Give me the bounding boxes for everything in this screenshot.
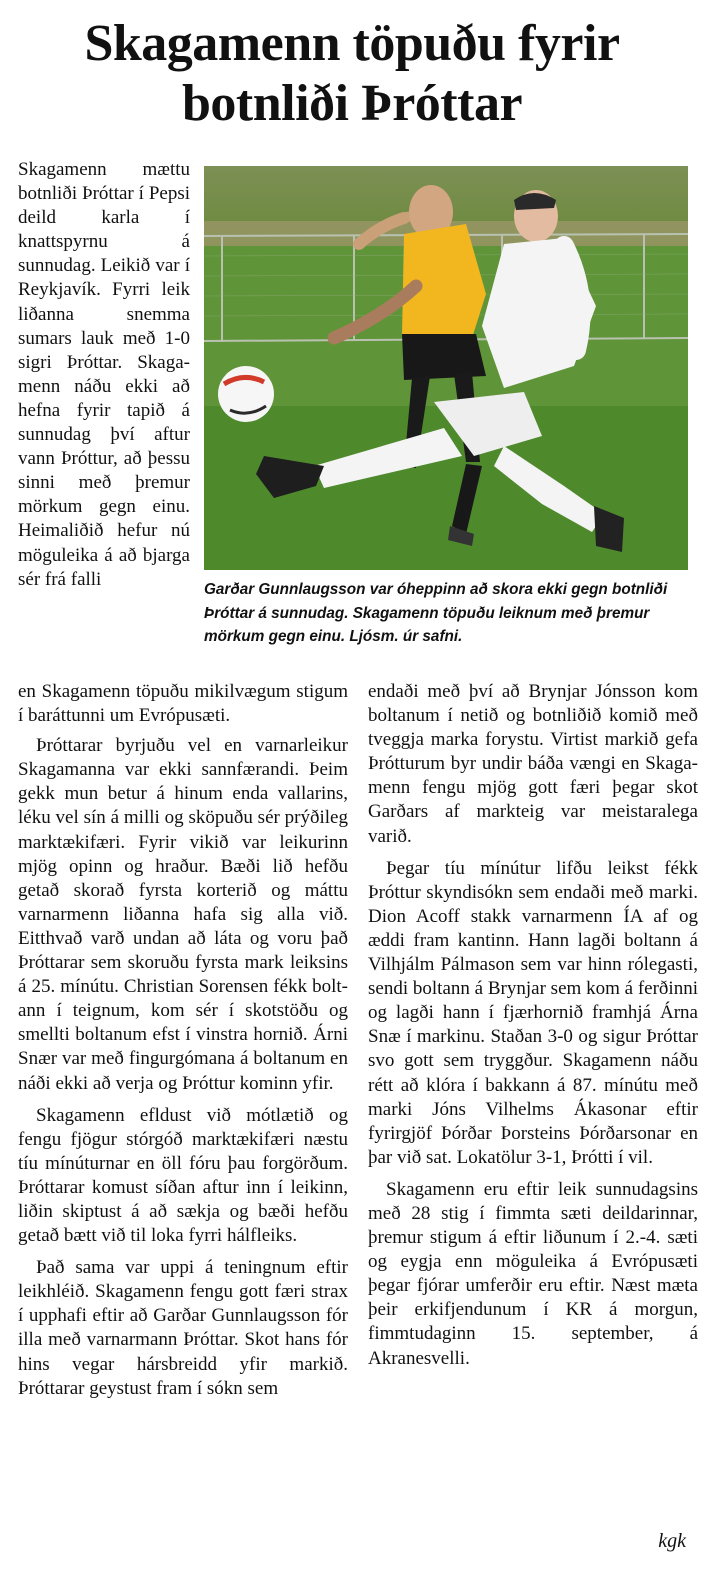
intro-paragraph (18, 158, 190, 592)
photo-caption: Garðar Gunnlaugsson var óheppinn að skora ekki gegn botnliði Þróttar á sunnudag. Skagamenn töpuðu leiknum með þremur mörkum gegn einu. Ljósm. úr safni. (204, 581, 668, 645)
headline (0, 14, 704, 134)
paragraph: Það sama var uppi á teningnum eftir leikhléið. Skagamenn fengu gott færi strax í upphafi eftir að Garðar Gunnlaugsson fór illa með varnarmann Þróttar. Skot hans fór hins vegar hársbreidd yfir markið. Þróttarar geystust fram í sókn sem (18, 1257, 348, 1399)
headline-line-1: Skagamenn töpuðu fyrir (84, 15, 620, 72)
paragraph: Skagamenn efldust við mótlætið og fengu fjögur stórgóð marktækifæri næstu tíu mínúturnar en öll fóru þau forgörðum. Þróttarar komust síðan aftur inn í leikinn, liðin skiptust á að sækja og bæði hefðu getað bætt við til loka fyrri hálfleiks. (18, 1104, 348, 1247)
intro-text: Skagamenn mættu botnliði Þróttar í Pepsi deild karla í knattspyrnu á sunnudag. Leikið var í Reykjavík. Fyrri leik liðanna snemma sumars lauk með 1-0 sigri Þróttar. Skagamenn náðu ekki að hefna fyrir tapið á sunnudag því aftur vann Þróttur, að þessu sinni með þremur mörkum gegn einu. Heimaliðið hefur nú möguleika á að bjarga sér frá falli (18, 159, 190, 590)
article-column-left (18, 680, 348, 1401)
article-column-right (368, 680, 698, 1371)
football (218, 366, 274, 422)
paragraph: en Skagamenn töpuðu mikilvægum stigum í baráttunni um Evrópusæti. (18, 681, 348, 727)
paragraph: Skagamenn eru eftir leik sunnudagsins með 28 stig í fimmta sæti deildarinnar, þremur stigum á eftir liðunum í 2.-4. sæti og eygja enn möguleika á Evrópusæti þegar fjórar umferðir eru eftir. Næst mæta þeir erkifjendunum í KR á morgun, fimmtudaginn 15. september, á Akranesvelli. (368, 1178, 698, 1369)
paragraph: endaði með því að Brynjar Jónsson kom boltanum í netið og botnliðið komið með tveggja marka forystu. Virtist markið gefa Þrótturum byr undir báða vængi en Skagamenn fengu mjög gott færi þegar skot Garðars af markteig var meistaralega varið. (368, 681, 698, 847)
paragraph: Þegar tíu mínútur lifðu leikst fékk Þróttur skyndisókn sem endaði með marki. Dion Acoff stakk varnarmenn ÍA af og æddi fram kantinn. Hann lagði boltann á Vilhjálm Pálmason sem var hinn rólegasti, sendi boltann á Brynjar sem kom á ferðinni og lagði hann í fjærhornið framhjá Árna Snæ í markinu. Staðan 3-0 og sigur Þróttar svo gott sem tryggður. Skagamenn náðu rétt að klóra í bakkann á 87. mínútu með marki Jóns Vilhelms Ákasonar eftir fyrirgjöf Þórðar Þorsteins Þórðarsonar en þar við sat. Lokatölur 3-1, Þrótti í vil. (368, 857, 698, 1168)
match-photo (204, 166, 688, 570)
byline: kgk (658, 1530, 686, 1552)
headline-line-2: botnliði Þróttar (181, 75, 523, 132)
paragraph: Þróttarar byrjuðu vel en varnarleikur Skagamanna var ekki sannfærandi. Þeim gekk mun betur á hinum enda vallarins, léku vel sín á milli og sköpuðu sér prýðileg marktækifæri. Fyrir vikið var leikurinn mjög opinn og hraður. Bæði lið hefðu getað skorað fyrsta korterið og máttu varnarmenn liðanna hafa sig alla við. Eitthvað varð undan að láta og voru það Þróttarar sem skoruðu fyrsta mark leiksins á 25. mínútu. Christian Sorensen fékk boltann í teignum, kom sér í skotstöðu og smellti boltanum efst í vinstra hornið. Árni Snær var með fingurgómana á boltanum en náði ekki að verja og Þróttur kominn yfir. (18, 735, 348, 1094)
football-players-illustration (204, 166, 688, 570)
